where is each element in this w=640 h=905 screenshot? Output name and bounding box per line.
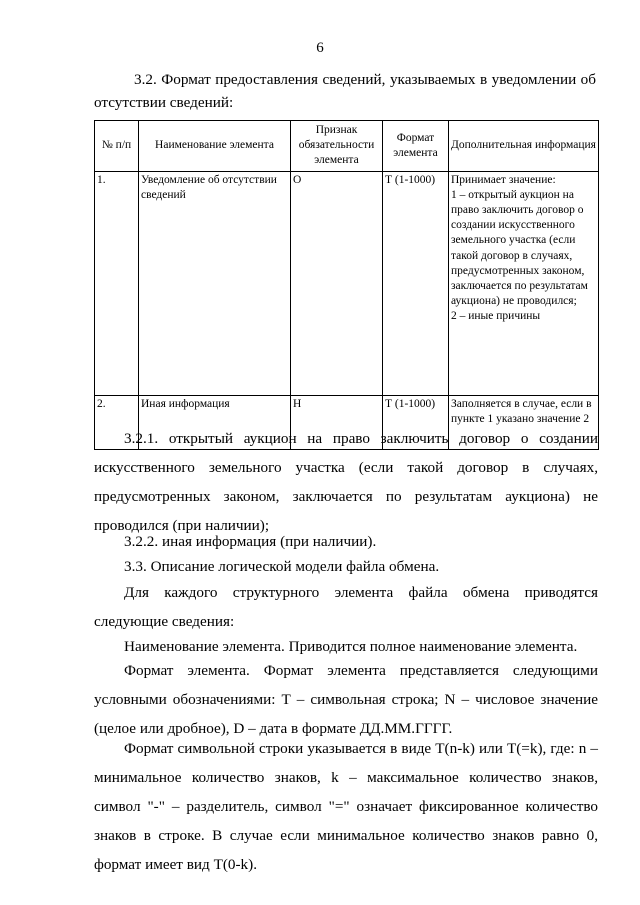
row-element-format: Т (1-1000) [383, 171, 449, 395]
row-required-flag: О [291, 171, 383, 395]
paragraph-element-format-text: Формат элемента. Формат элемента представляется следующими условными обозначениями: Т – символьная строка; N – числовое значение (целое или дробное), D – дата в формате ДД.ММ.ГГГГ. [94, 662, 598, 737]
table-header-row [95, 121, 599, 172]
header-element-format: Формат элемента [383, 121, 449, 172]
paragraph-3-2-1-text: 3.2.1. открытый аукцион на право заключить договор о создании искусственного земельного участка (если такой договор в случаях, предусмотренных законом, заключается по результатам аукциона) не проводился (при наличии); [94, 430, 598, 534]
paragraph-3-2-1 [94, 424, 598, 540]
row-additional-info: Заполняется в случае, если в пункте 1 указано значение 2 [449, 395, 599, 449]
format-table [94, 120, 599, 450]
paragraph-exchange-elements [94, 578, 598, 636]
section-heading [94, 68, 596, 114]
section-heading-text: 3.2. Формат предоставления сведений, указываемых в уведомлении об отсутствии сведений: [94, 71, 596, 111]
paragraph-element-format [94, 656, 598, 743]
paragraph-string-format [94, 734, 598, 879]
row-additional-info: Принимает значение: 1 – открытый аукцион на право заключить договор о создании искусственного земельного участка (если такой договор в случаях, предусмотренных законом, заключается по результатам аукциона) не проводился; 2 – иные причины [449, 171, 599, 395]
paragraph-3-3 [94, 552, 598, 581]
row-element-format: Т (1-1000) [383, 395, 449, 449]
row-number: 1. [95, 171, 139, 395]
paragraph-element-name-text: Наименование элемента. Приводится полное наименование элемента. [124, 638, 578, 655]
paragraph-exchange-elements-text: Для каждого структурного элемента файла обмена приводятся следующие сведения: [94, 584, 598, 630]
row-required-flag: Н [291, 395, 383, 449]
header-additional-info: Дополнительная информация [449, 121, 599, 172]
header-number: № п/п [95, 121, 139, 172]
header-required-flag: Признак обязательности элемента [291, 121, 383, 172]
paragraph-3-3-text: 3.3. Описание логической модели файла обмена. [124, 558, 440, 575]
row-element-name: Уведомление об отсутствии сведений [139, 171, 291, 395]
table-row [95, 171, 599, 395]
header-element-name: Наименование элемента [139, 121, 291, 172]
row-number: 2. [95, 395, 139, 449]
page-number: 6 [316, 40, 324, 56]
paragraph-3-2-2-text: 3.2.2. иная информация (при наличии). [124, 533, 377, 550]
paragraph-string-format-text: Формат символьной строки указывается в виде Т(n-k) или Т(=k), где: n – минимальное количество знаков, k – максимальное количество знаков, символ "-" – разделитель, символ "=" означает фиксированное количество знаков в строке. В случае если минимальное количество знаков равно 0, формат имеет вид Т(0-k). [94, 740, 598, 873]
row-element-name: Иная информация [139, 395, 291, 449]
